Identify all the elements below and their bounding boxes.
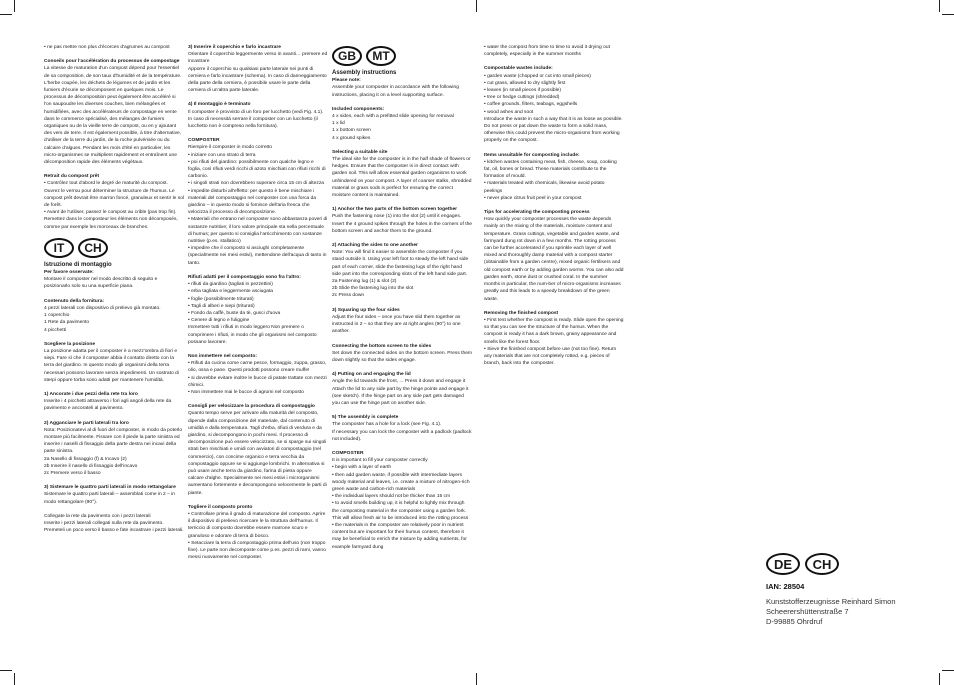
- text-block: [484, 65, 624, 144]
- text-block: [332, 77, 472, 99]
- section-heading: 5) The assembly is complete: [332, 415, 399, 421]
- text-block: [44, 269, 184, 291]
- paragraph-line: • First test whether the compost is ready. Slide open the opening so that you can see the structure of the humus. When the compost is ready it has a dark brown, grainy appearance and smells like the forest floor.: [484, 317, 625, 345]
- paragraph-line: • i singoli strati non dovrebbero superare circa 15 cm di altezza: [188, 181, 324, 187]
- crop-mark-bottom-left-h: [0, 670, 12, 671]
- section-heading: Rifiuti adatti per il compostaggio sono fra l'altro:: [188, 274, 301, 280]
- section-heading: Conseils pour l'accélération du processus de compostage: [44, 59, 180, 65]
- address-line: D-99885 Ohrdruf: [766, 617, 823, 626]
- address-line: Kunststofferzeugnisse Reinhard Simon: [766, 597, 896, 606]
- section-heading: Compostable wastes include:: [484, 66, 553, 72]
- paragraph-line: La posizione adatta per il composter è a mezz'ombra di fiori e siepi. Fare sì che il composter abbia il contatto diretto con la terra del giardino. In questo modo gli organismi della terra necessari possono lavorare senza impedimenti. Un sostrato di sterpi oppure torba sono adatti per mantenere l'umidità.: [44, 348, 181, 383]
- paragraph-line: • impedire che il composto si asciughi completamente (specialmente nei mesi estivi), mettendone dell'acqua di tanto in tanto.: [188, 246, 328, 266]
- paragraph-line: 2b Slide the fastening lug into the slot: [332, 286, 414, 292]
- paragraph-line: • Contrôlez tout d'abord le degré de maturité du compost. Ouvrez le verrou pour déterminer la structure de l'humus. Le compost prêt devrait être marron foncé, granuleux et sentir le sol de forêt.: [44, 181, 186, 209]
- section-heading: Retrait du compost prêt: [44, 174, 100, 180]
- text-block: [188, 403, 328, 497]
- ian-number: IAN: 28504: [766, 582, 805, 591]
- text-block: [332, 307, 472, 336]
- paragraph-line: 2b Inserire il nasello di fissaggio dell'incavo: [44, 463, 138, 469]
- paragraph-line: • Avant de l'utiliser, passez le compost au crible (pas trop fin). Remettez dans le composteur les éléments non décomposés, comme par exemple les morceaux de branches.: [44, 210, 180, 230]
- section-heading: 3) Inserire il coperchio e farlo incastrare: [188, 45, 281, 50]
- english-continued-section: [484, 44, 624, 367]
- paragraph-line: • poi rifiuti del giardino: possibilmente con qualche legno e foglia, così rifiuti verdi ricchi di azoto mischiati con rifiuti ricchi di carbonio.: [188, 159, 327, 180]
- crop-mark-top-left-v: [14, 0, 15, 12]
- paragraph-line: The composter has a hole for a lock (see Fig. 4.1).: [332, 422, 442, 428]
- paragraph-line: • erba tagliata e leggermente asciugata: [188, 289, 273, 295]
- text-block: [332, 242, 472, 300]
- paragraph-line: Note: You will find it easier to assemble the composter if you stand outside it. Using your left foot to steady the left hand side part of each corner, slide the fastening lugs of the right hand side part into the corresponding slots of the left hand side part.: [332, 250, 470, 277]
- paragraph-line: Inserite i 4 picchetti attraverso i fori agli angoli della rete da pavimento e ancorateli al pavimento.: [44, 399, 173, 412]
- section-heading: 2) Agganciare le parti laterali tra loro: [44, 420, 129, 426]
- section-heading: 3) Squaring up the four sides: [332, 307, 400, 313]
- text-block: [332, 414, 472, 443]
- paragraph-line: • cut grass, allowed to dry slightly first: [484, 80, 566, 86]
- section-heading: COMPOSTER: [332, 450, 364, 456]
- column-english: [332, 44, 472, 558]
- paragraph-line: • foglie (possibilmente triturati): [188, 296, 254, 302]
- text-block: [332, 343, 472, 365]
- section-heading: Tips for accelerating the composting process: [484, 210, 590, 216]
- section-heading: Per favore osservate:: [44, 270, 94, 276]
- paragraph-line: Sistemare le quattro parti laterali – assemblati come in 2 – in modo rettangolare (90°).: [44, 492, 177, 505]
- paragraph-line: Angle the lid towards the front, ... Press it down and engage it Attach the lid to any side part by the hinge points and engage it (see sketch). If the hinge part on any side part gets damaged you can use the hinge part on another side.: [332, 379, 470, 406]
- crop-mark-top-right-v: [939, 0, 940, 12]
- paragraph-line: • si dovrebbe evitare inoltre le bucce di patate trattate con mezzi chimici.: [188, 375, 329, 388]
- english-section: [332, 77, 472, 551]
- paragraph-line: • then add garden waste, if possible with intermediate layers woody material and leaves, i.e. create a mixture of nitrogen-rich green waste and carbon-rich materials: [332, 472, 471, 492]
- italian-title: Istruzione di montaggio: [44, 261, 112, 268]
- text-block: [188, 504, 328, 562]
- text-block: [44, 298, 184, 334]
- paragraph-line: Apporre il coperchio su qualsiasi parte laterale nei punti di cerniera e farlo incastrare (schema). In caso di danneggiamento della parte della cerniera, è possibile usare le parte della cerniera di un'altra parte laterale.: [188, 66, 328, 94]
- column-french-italian: [44, 44, 184, 541]
- paragraph-line: • water the compost from time to time to avoid it drying out completely, especially in the summer months: [484, 45, 612, 58]
- country-badge-ch: CH: [78, 238, 108, 258]
- text-block: [44, 391, 184, 413]
- paragraph-line: • leaves (in small pieces if possible): [484, 88, 562, 94]
- paragraph-line: 2a Nasello di fissaggio (f) & Incavo (2): [44, 456, 127, 462]
- country-badge-mt: MT: [366, 46, 396, 66]
- section-heading: Consigli per velocizzare la procedura di compostaggio: [188, 404, 315, 410]
- paragraph-line: • Non immettere mai le bucce di agrumi nel composto: [188, 389, 304, 395]
- section-heading: 4) Il montaggio è terminato: [188, 102, 251, 108]
- paragraph-line: • kitchen wastes containing meat, fish, cheese, soup, cooking fat, oil, bones or bread. These materials contribute to the formation of mould.: [484, 159, 619, 180]
- paragraph-line: Nota: Posizionatevi al di fuori del composter, in modo da poterlo montare più facilmente. Fissare con il piede la parte sinistra ed inserire i naselli di fissaggio della parte destra nei incavi della parte sinistra.: [44, 427, 184, 455]
- text-block: [332, 450, 472, 551]
- paragraph-line: Assemble your composter in accordance with the following instructions, placing it on a level supporting surface.: [332, 85, 461, 98]
- text-block: [484, 310, 624, 368]
- paragraph-line: • never place citrus fruit peel in your compost: [484, 195, 582, 201]
- paragraph-line: Set down the connected sides on the bottom screen. Press them down slightly so that the sides engage.: [332, 350, 474, 363]
- de-ch-badges: [766, 553, 839, 575]
- paragraph-line: • the materials in the composter are relatively poor in nutrient content but are important for their humus content, therefore it may be beneficial to enrich the mixture by adding nutrients, for example farmyard dung: [332, 522, 469, 550]
- text-block: [188, 44, 328, 94]
- text-block: [484, 209, 624, 303]
- text-block: [332, 106, 472, 142]
- paragraph-line: 1 Rete da pavimento: [44, 320, 90, 326]
- section-heading: COMPOSTER: [188, 138, 220, 144]
- section-heading: Non immettere nel composto:: [188, 353, 258, 359]
- paragraph-line: • Setacciare la terra di compostaggio prima dell'uso (non troppo fine). Le parte non decomposte come p.es. pezzi di rami, vanno messi nuovamente nel composter.: [188, 540, 328, 561]
- paragraph-line: Immettere tutti i rifiuti in modo leggero Non premere o comprimere i rifiuti, in modo che gli organismi nel composto possano lavorare.: [188, 325, 318, 345]
- paragraph-line: How quickly your composter processes the waste depends mainly on the mixing of the materials, moisture content and temperature. Grass cuttings, vegetable and garden waste, and farmyard dung rot down in a few months. The rotting process can be further accelerated if you sprinkle each layer of well mixed and thoroughly damp material with a compost starter (obtainable from a garden centre), mixed organic fertilisers and old compost earth or by adding garden worms. You can also add garden earth, stone dust or crushed coral. In the summer months in particular, the num-ber of micro-organisms increases greatly and this leads to a speedy breakdown of the green waste.: [484, 217, 625, 302]
- paragraph-line: 4 x ground spikes: [332, 135, 371, 141]
- country-badge-it: IT: [44, 238, 74, 258]
- crop-mark-bottom-center-v: [476, 673, 477, 685]
- paragraph-line: • coffee grounds, filters, teabags, eggshells: [484, 102, 578, 108]
- paragraph-line: 2c Press down: [332, 293, 365, 299]
- section-heading: 1) Ancorate i due pezzi della rete tra loro: [44, 391, 138, 397]
- paragraph-line: • Materiali che entrano nel composter sono abbastanza poveri di sostanze nutritive; il loro valore principale sta nella percentuale di humus; per questo si consiglia l'arricchimento con sostanze nutritive (p.es. stallatico): [188, 217, 329, 245]
- english-title: Assembly instructions: [332, 70, 397, 76]
- text-block: [44, 44, 184, 51]
- paragraph-line: • materials treated with chemicals, likewise avoid potato peelings: [484, 181, 606, 194]
- crop-mark-bottom-right-h: [942, 670, 954, 671]
- paragraph-line: Orientare il coperchio leggermente verso in avanti… premere ed incastrare: [188, 52, 329, 65]
- paragraph-line: • Fondo da caffè, buste da tè, gusci d'uova: [188, 310, 281, 316]
- paragraph-line: • Cenere di legno e fuliggine: [188, 318, 250, 324]
- paragraph-line: Collegate la rete da pavimento con i pezzi laterali: [44, 513, 151, 519]
- text-block: [484, 44, 624, 58]
- paragraph-line: 1 x lid: [332, 121, 345, 127]
- column-english-continued: [484, 44, 624, 374]
- paragraph-line: 2a Fastening lug (1) & slot (2): [332, 279, 397, 285]
- paragraph-line: • garden waste (chopped or cut into small pieces): [484, 73, 591, 79]
- text-block: [44, 484, 184, 506]
- text-block: [44, 513, 184, 535]
- paragraph-line: 1 x bottom screen: [332, 128, 371, 134]
- section-heading: Selecting a suitable site: [332, 149, 388, 155]
- paragraph-line: 2c Premere verso il basso: [44, 470, 101, 476]
- crop-mark-top-center-v: [476, 0, 477, 12]
- manufacturer-contact: [766, 582, 896, 627]
- text-block: [44, 420, 184, 478]
- paragraph-line: Push the fastening nose (1) into the slot (2) until it engages. Insert the 4 ground spikes through the holes in the corners of the bottom screen and anchor them to the ground.: [332, 214, 474, 234]
- column-italian-continued: [188, 44, 328, 568]
- text-block: [332, 149, 472, 199]
- paragraph-line: • to avoid smells building up, it is helpful to lightly mix through the composting material in the composter using a garden fork. This will allow fresh air to be introduced into the rotting process: [332, 501, 469, 521]
- paragraph-line: Adjust the four sides – once you have slid them together as instructed in 2 – so that they are at right angles (90°) to one another.: [332, 314, 463, 335]
- section-heading: 1) Anchor the two parts of the bottom screen together: [332, 207, 458, 213]
- text-block: [44, 173, 184, 231]
- paragraph-line: La vitesse de maturation d'un compost dépend pour l'essentiel de sa composition, de son taux d'humidité et de la température. L'herbe coupée, les déchets de légumes et de jardin et les fumiers d'écurie se décomposent en quelques mois. Le processus de décomposition peut également être accéléré si l'on saupoudre les diverses couches, bien mélangées et humidifiées, avec des accélérateurs de compostage en vente dans le commerce spécialisé, des mélanges de fumiers organiques ou de la vieille terre de compost, ou en y ajoutant des vers de terre. Il est également possible, à titre d'alternative, d'utiliser de la terre du jardin, de la roche pulvérisée ou du calcaire d'algues. Pendant les mois d'été en particulier, les micro-organismes se multiplient rapidement et entraînent une décomposition rapide des éléments végétaux.: [44, 66, 183, 166]
- paragraph-line: Introduce the waste in such a way that it is as loose as possible. Do not press or pat down the waste to form a solid mass, otherwise this could prevent the micro-organisms from working properly on the compost.: [484, 116, 625, 144]
- section-heading: Togliere il composto pronto: [188, 504, 253, 510]
- french-section: [44, 44, 184, 231]
- it-ch-badges: [44, 238, 184, 258]
- gb-mt-badges: [332, 46, 472, 66]
- section-heading: Contenuto della fornitura:: [44, 298, 105, 304]
- paragraph-line: • wood ashes and soot: [484, 109, 534, 115]
- crop-mark-top-left-h: [0, 14, 12, 15]
- paragraph-line: 4 pezzi laterali con dispositivo di prelievo già montato.: [44, 305, 161, 311]
- section-heading: Removing the finished compost: [484, 310, 559, 316]
- country-badge-de: DE: [766, 553, 800, 575]
- paragraph-line: • rifiuti da giardino (tagliati in pezzettini): [188, 282, 273, 288]
- text-block: [332, 206, 472, 235]
- italian-continued-section: [188, 44, 328, 561]
- paragraph-line: • ne pas mettre non plus d'écorces d'agrumes au compost: [44, 45, 170, 50]
- paragraph-line: Il composter è provvisto di un foro per lucchetto (vedi Fig. 4.1). In caso di necessità serrare il composter con un lucchetto (il lucchetto non è compreso nella fornitura).: [188, 109, 325, 130]
- crop-mark-bottom-right-v: [939, 673, 940, 685]
- section-heading: Items unsuitable for composting include:: [484, 152, 580, 158]
- paragraph-line: • begin with a layer of earth: [332, 465, 392, 471]
- text-block: [188, 274, 328, 346]
- paragraph-line: 4 picchetti: [44, 327, 67, 333]
- paragraph-line: It is important to fill your composter correctly: [332, 458, 428, 464]
- section-heading: Included components:: [332, 106, 385, 112]
- section-heading: 3) Sistemare le quattro parti laterali in modo rettangolare: [44, 485, 176, 491]
- section-heading: 2) Attaching the sides to one another: [332, 243, 418, 249]
- paragraph-line: If necessary you can lock the composter with a padlock (padlock not included).: [332, 429, 473, 442]
- text-block: [188, 353, 328, 396]
- paragraph-line: • impedite disturbi all'effetto: per questo è bene mischiare i materiali del compostaggio nel composter con una forca da giardino – in questo modo si fornisce dell'aria fresca che velocizza il processo di decomposizione.: [188, 188, 318, 216]
- section-heading: Connecting the bottom screen to the sides: [332, 343, 432, 349]
- paragraph-line: 1 coperchio: [44, 313, 70, 319]
- country-badge-ch-de: CH: [805, 553, 839, 575]
- paragraph-line: • Sieve the finished compost before use (not too fine). Return any materials that are not completely rotted, e.g. pieces of branch, back into the composter.: [484, 346, 618, 367]
- section-heading: Scegliere la posizione: [44, 341, 96, 347]
- paragraph-line: • Tagli di alberi e siepi (triturati): [188, 303, 255, 309]
- text-block: [188, 137, 328, 267]
- section-heading: 4) Putting on and engaging the lid: [332, 372, 411, 378]
- text-block: [188, 101, 328, 130]
- paragraph-line: • Rifiuti da cucina come carne pesce, formaggio, zuppa, grasso, olio, ossa e pane. Questi prodotti possono creare muffe!: [188, 361, 328, 374]
- paragraph-line: Quanto tempo serve per arrivare alla maturità del composto, dipende dalla composizione del materiale, dal contenuto di umidità e dalla temperatura. Tagli d'erba, rifiuti di verdura e da giardino, si decompongono in pochi mesi. Il processo di decomposizione può essere velocizzato, se si sparge sui singoli strati ben mischiati e umidi con avviatori di compostaggio (nel commercio), con concime organico e terra vecchia da compostaggio oppure se si aggiunge lombrichi. In alternativa si può usare anche terra da giardino, farina di pietra oppure calcare d'alghe. Specialmente nei mesi estivi i microrganismi aumentano fortemente e decompongono velocemente le parti di piante.: [188, 411, 329, 496]
- address-line: Scheerershüttenstraße 7: [766, 607, 849, 616]
- paragraph-line: • the individual layers should not be thicker than 15 cm: [332, 494, 451, 500]
- paragraph-line: Montare il composter nel modo descritto di seguito e posizionarlo solo su una superficie piana.: [44, 277, 159, 290]
- text-block: [332, 371, 472, 407]
- paragraph-line: • iniziare con uno strato di terra: [188, 152, 256, 158]
- italian-section: [44, 269, 184, 534]
- text-block: [44, 58, 184, 166]
- paragraph-line: 4 x sides, each with a prefitted slide opening for removal: [332, 114, 454, 120]
- crop-mark-bottom-left-v: [14, 673, 15, 685]
- text-block: [484, 152, 624, 202]
- paragraph-line: Inserite i pezzi laterali collegati sulla rete da pavimento. Premeteli un poco verso il basso e fate incastrare i pezzi laterali.: [44, 520, 184, 534]
- crop-mark-top-right-h: [942, 14, 954, 15]
- country-badge-gb: GB: [332, 46, 362, 66]
- paragraph-line: • tree or hedge cuttings (shredded): [484, 95, 560, 101]
- paragraph-line: • Controllare prima il grado di maturazione del composto. Aprire il dispositivo di prelievo ricercare le la struttura dell'humus. Il terriccio di composto dovrebbe essere marrone scuro e granuloso e odorare di terra di bosco.: [188, 511, 327, 539]
- paragraph-line: The ideal site for the composter is in the half shade of flowers or hedges. Ensure that the composter is in direct contact with garden soil. This will allow essential garden organisms to work unhindered on your compost. A layer of coarser stalks, shredded material or grass sods is perfect for ensuring the correct moisture content is maintained.: [332, 157, 473, 199]
- section-heading: Please note:: [332, 78, 361, 84]
- paragraph-line: Riempire il composter in modo corretto: [188, 145, 272, 151]
- text-block: [44, 341, 184, 384]
